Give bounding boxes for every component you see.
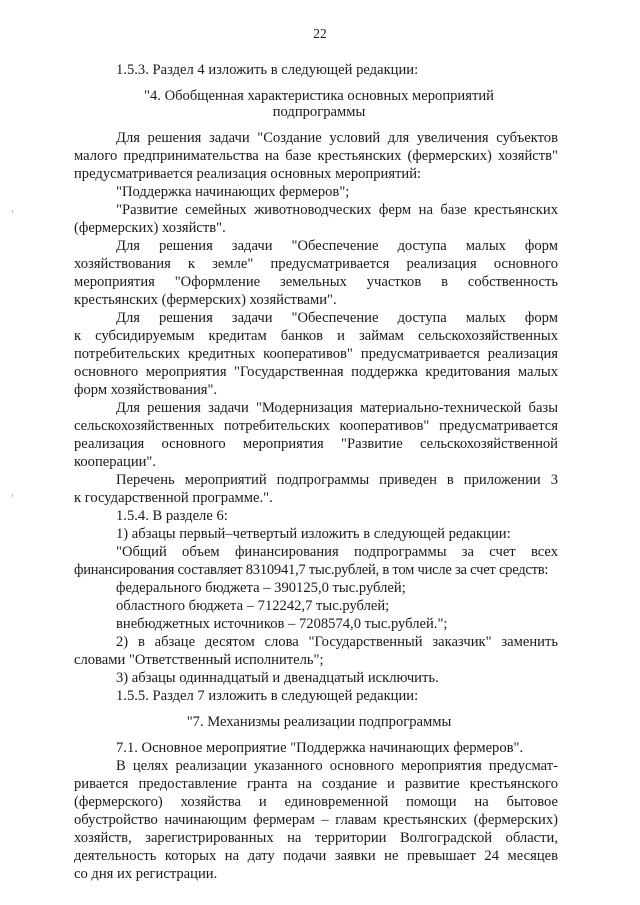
list-item: (фермерских) хозяйств". xyxy=(74,220,226,236)
paragraph-line: форм хозяйствования". xyxy=(74,382,218,398)
paragraph-line: В целях реализации указанного основного мероприятия предусмат- xyxy=(116,758,558,774)
section-heading: "7. Механизмы реализации подпрограммы xyxy=(186,714,452,730)
paragraph-line: 3) абзацы одиннадцатый и двенадцатый исключить. xyxy=(116,670,439,686)
paragraph-line: 1) абзацы первый–четвертый изложить в следующей редакции: xyxy=(116,526,511,542)
paragraph-line: к субсидируемым кредитам банков и займам сельскохозяйственных xyxy=(74,328,558,344)
list-item: "Поддержка начинающих фермеров"; xyxy=(116,184,350,200)
paragraph-line: 1.5.5. Раздел 7 изложить в следующей редакции: xyxy=(116,688,419,704)
paragraph-line: обустройство начинающим фермерам – главам крестьянских (фермерских) xyxy=(74,812,558,828)
paragraph-line: Перечень мероприятий подпрограммы приведен в приложении 3 xyxy=(116,472,558,488)
paragraph-line: финансирования составляет 8310941,7 тыс.рублей, в том числе за счет средств: xyxy=(74,562,549,578)
paragraph-line: 1.5.4. В разделе 6: xyxy=(116,508,228,524)
paragraph-line: Для решения задачи "Создание условий для увеличения субъектов xyxy=(116,130,558,146)
paragraph-line: малого предпринимательства на базе крестьянских (фермерских) хозяйств" xyxy=(74,148,558,164)
paragraph-line: со дня их регистрации. xyxy=(74,866,218,882)
paragraph-line: ривается предоставление гранта на создание и развитие крестьянского xyxy=(74,776,558,792)
budget-line: федерального бюджета – 390125,0 тыс.рублей; xyxy=(116,580,406,596)
paragraph-line: Для решения задачи "Обеспечение доступа малых форм xyxy=(116,238,558,254)
budget-line: внебюджетных источников – 7208574,0 тыс.рублей."; xyxy=(116,616,448,632)
paragraph-line: кооперации". xyxy=(74,454,157,470)
paragraph-line: Для решения задачи "Обеспечение доступа малых форм xyxy=(116,310,558,326)
list-item: "Развитие семейных животноводческих ферм на базе крестьянских xyxy=(116,202,558,218)
paragraph-line: к государственной программе.". xyxy=(74,490,273,506)
paragraph-line: хозяйств, зарегистрированных на территории Волгоградской области, xyxy=(74,830,558,846)
paragraph-line: потребительских кредитных кооперативов" предусматривается реализация xyxy=(74,346,558,362)
paragraph-line: мероприятия "Оформление земельных участков в собственность xyxy=(74,274,558,290)
paragraph-line: крестьянских (фермерских) хозяйствами". xyxy=(74,292,337,308)
paragraph-line: сельскохозяйственных потребительских кооперативов" предусматривается xyxy=(74,418,558,434)
section-heading: "4. Обобщенная характеристика основных мероприятий xyxy=(144,88,494,104)
scan-mark xyxy=(12,494,13,497)
paragraph-line: 1.5.3. Раздел 4 изложить в следующей редакции: xyxy=(116,62,419,78)
page-number: 22 xyxy=(313,26,327,41)
paragraph-line: Для решения задачи "Модернизация материально-технической базы xyxy=(116,400,558,416)
paragraph-line: хозяйствования к земле" предусматривается реализация основного xyxy=(74,256,558,272)
paragraph-line: предусматривается реализация основных мероприятий: xyxy=(74,166,422,182)
paragraph-line: деятельность которых на дату подачи заявки не превышает 24 месяцев xyxy=(74,848,558,864)
paragraph-line: 7.1. Основное мероприятие "Поддержка начинающих фермеров". xyxy=(116,740,524,756)
paragraph-line: 2) в абзаце десятом слова "Государственный заказчик" заменить xyxy=(116,634,558,650)
scan-mark xyxy=(12,210,13,213)
budget-line: областного бюджета – 712242,7 тыс.рублей; xyxy=(116,598,390,614)
paragraph-line: основного мероприятия "Государственная поддержка кредитования малых xyxy=(74,364,558,380)
paragraph-line: (фермерского) хозяйства и единовременной помощи на бытовое xyxy=(74,794,558,810)
paragraph-line: реализация основного мероприятия "Развитие сельскохозяйственной xyxy=(74,436,558,452)
paragraph-line: "Общий объем финансирования подпрограммы за счет всех xyxy=(116,544,558,560)
paragraph-line: словами "Ответственный исполнитель"; xyxy=(74,652,324,668)
section-heading: подпрограммы xyxy=(272,104,366,120)
